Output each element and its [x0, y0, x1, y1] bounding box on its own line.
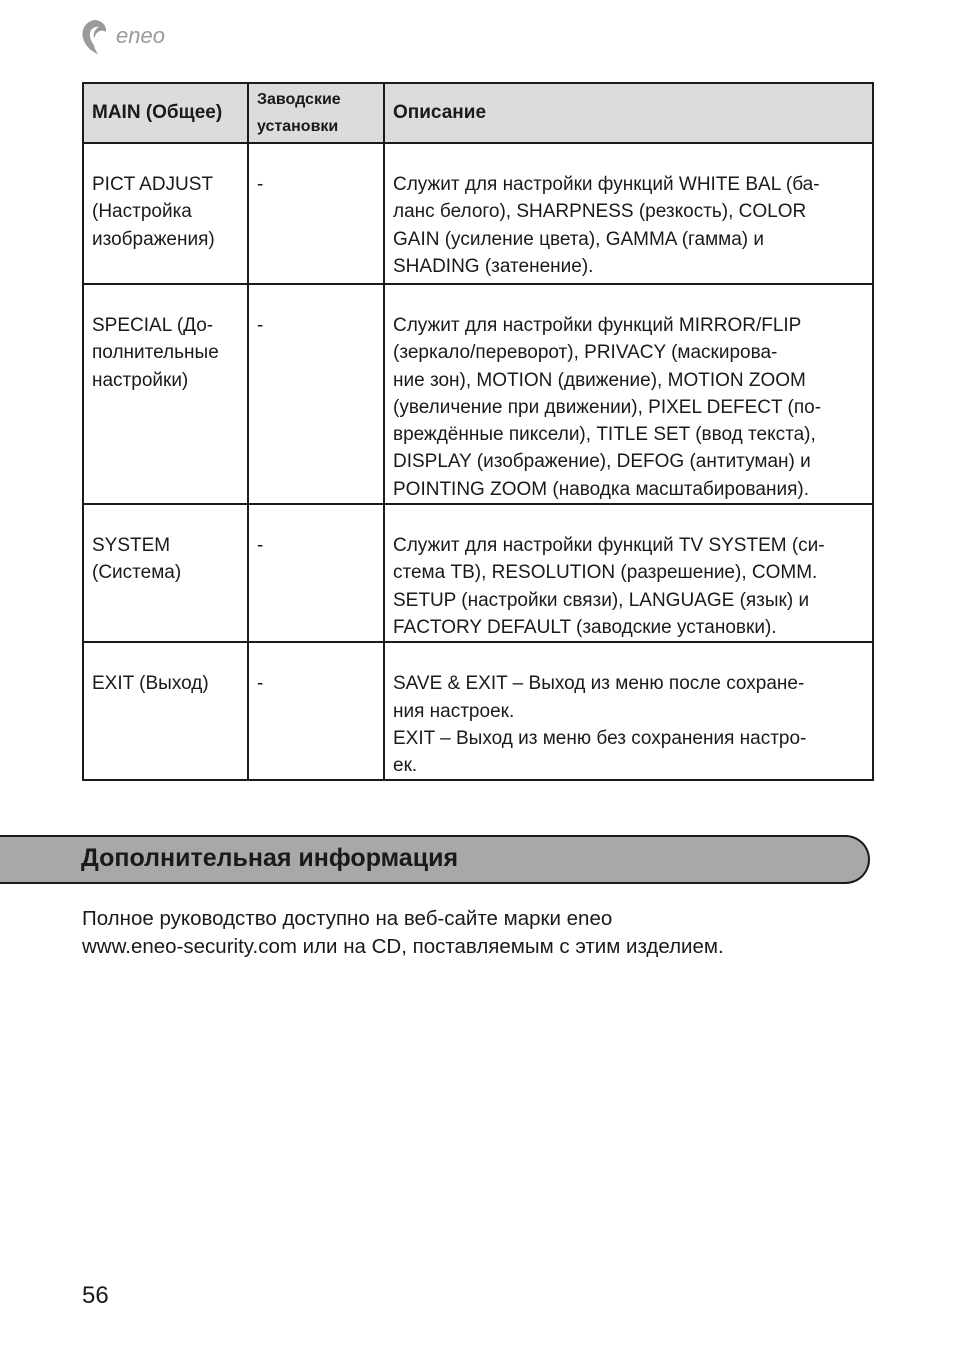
- section-body-paragraph: [82, 905, 882, 961]
- section-title: Дополнительная информация: [81, 844, 459, 872]
- row-default-cell: -: [248, 284, 384, 504]
- row-name-line: SPECIAL (До-: [92, 315, 214, 336]
- row-description-line: Служит для настройки функций MIRROR/FLIP: [393, 315, 802, 336]
- header-factory-defaults-line1: Заводские: [257, 91, 341, 108]
- row-description-line: стема ТВ), RESOLUTION (разрешение), COMM.: [393, 562, 818, 584]
- section-body-line: Полное руководство доступно на веб-сайте марки eneo: [82, 907, 613, 930]
- header-description: Описание: [384, 83, 873, 143]
- row-name-cell: [83, 504, 248, 642]
- row-description-line: FACTORY DEFAULT (заводские установки).: [393, 616, 777, 638]
- row-description-line: SHADING (затенение).: [393, 255, 594, 277]
- table-row: [83, 642, 873, 780]
- row-description-line: вреждённые пиксели), TITLE SET (ввод текста),: [393, 424, 816, 446]
- table-row: [83, 504, 873, 642]
- row-description-cell: [384, 504, 873, 642]
- row-description-line: ек.: [393, 755, 418, 777]
- row-description-line: DISPLAY (изображение), DEFOG (антитуман) и: [393, 451, 811, 473]
- row-default-cell: -: [248, 504, 384, 642]
- header-factory-defaults: [248, 83, 384, 143]
- row-name-cell: [83, 284, 248, 504]
- row-name-line: настройки): [92, 369, 189, 391]
- row-name-line: SYSTEM: [92, 535, 171, 557]
- table-row: [83, 143, 873, 284]
- eneo-logo-mark: [80, 16, 190, 60]
- header-factory-defaults-line2: установки: [257, 118, 339, 135]
- menu-description-table: [82, 82, 874, 781]
- row-description-line: Служит для настройки функций WHITE BAL (ба-: [393, 174, 820, 195]
- row-description-line: SAVE & EXIT – Выход из меню после сохране-: [393, 673, 805, 695]
- row-description-line: EXIT – Выход из меню без сохранения настро-: [393, 727, 807, 749]
- row-name-line: полнительные: [92, 342, 219, 364]
- section-body-line: www.eneo-security.com или на CD, поставляемым с этим изделием.: [82, 935, 724, 958]
- row-description-cell: [384, 284, 873, 504]
- row-description-line: (зеркало/переворот), PRIVACY (маскирова-: [393, 342, 778, 364]
- header-main: MAIN (Общее): [83, 83, 248, 143]
- row-name-line: изображения): [92, 228, 215, 250]
- row-name-line: EXIT (Выход): [92, 673, 209, 695]
- row-name-cell: [83, 642, 248, 780]
- logo-wordmark: eneo: [116, 23, 165, 48]
- row-description-line: ния настроек.: [393, 700, 515, 722]
- row-description-line: Служит для настройки функций TV SYSTEM (си-: [393, 535, 825, 557]
- row-name-line: (Настройка: [92, 201, 192, 223]
- page-number: 56: [82, 1282, 109, 1309]
- row-description-line: POINTING ZOOM (наводка масштабирования).: [393, 478, 809, 500]
- row-description-cell: [384, 143, 873, 284]
- row-name-line: PICT ADJUST: [92, 174, 214, 195]
- table-header-row: [83, 83, 873, 143]
- row-description-line: ланс белого), SHARPNESS (резкость), COLOR: [393, 201, 807, 223]
- row-description-line: SETUP (настройки связи), LANGUAGE (язык) и: [393, 589, 810, 611]
- row-description-line: (увеличение при движении), PIXEL DEFECT (по-: [393, 396, 822, 418]
- row-default-cell: -: [248, 642, 384, 780]
- row-description-line: GAIN (усиление цвета), GAMMA (гамма) и: [393, 228, 765, 250]
- row-description-line: ние зон), MOTION (движение), MOTION ZOOM: [393, 369, 806, 391]
- row-description-cell: [384, 642, 873, 780]
- row-name-line: (Система): [92, 562, 182, 584]
- row-name-cell: [83, 143, 248, 284]
- table-row: [83, 284, 873, 504]
- row-default-cell: -: [248, 143, 384, 284]
- eneo-logo: [80, 16, 190, 60]
